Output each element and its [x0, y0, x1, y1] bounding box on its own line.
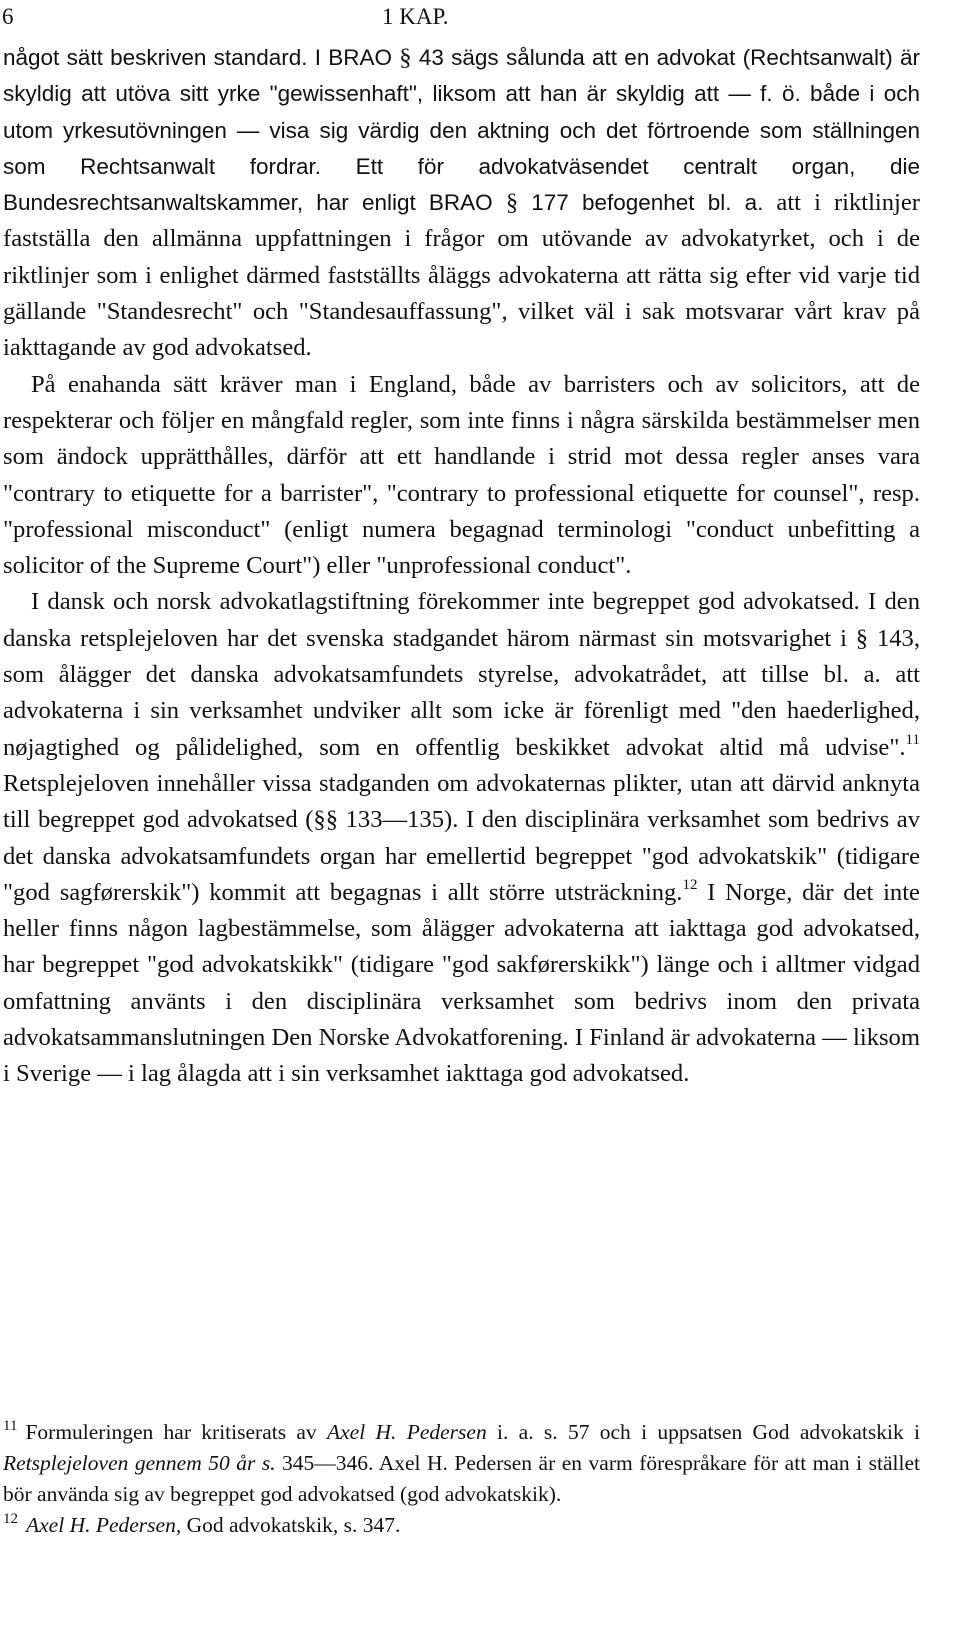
footnote-italic-author: Axel H. Pedersen — [327, 1420, 487, 1444]
footnotes — [3, 1417, 920, 1541]
footnote-number: 12 — [3, 1511, 18, 1527]
section-symbol: § — [505, 189, 519, 217]
paragraph-1 — [3, 40, 920, 367]
footnote-text: 345—346. Axel H. Pedersen är en varm förespråkare för att man i stället bör använda sig av begreppet god advokatsed (god advokatskik). — [3, 1451, 920, 1506]
paragraph-1-part-a: något sätt beskriven standard. I BRAO — [3, 45, 400, 70]
paragraph-3 — [3, 584, 920, 1092]
paragraph-3-part-c: I Norge, där det inte heller finns någon lagbestämmelse, som ålägger advokaterna att iakttaga god advokatsed, har begreppet "god advokatskikk" (tidigare "god sakførerskikk") länge och i alltmer vidgad omfattning använts i den disciplinära verksamhet som bedrivs inom den privata advokatsammanslutningen Den Norske Advokatforening. I Finland är advokaterna — liksom i Sverige — i lag ålagda att i sin verksamhet iakttaga god advokatsed. — [3, 878, 920, 1088]
footnote-number: 11 — [3, 1418, 18, 1434]
footnote-italic-title: Retsplejeloven gennem 50 år s. — [3, 1451, 276, 1475]
page-number: 6 — [2, 4, 14, 29]
body-text — [3, 40, 920, 1093]
paragraph-1-part-b: 43 sägs sålunda att en advokat (Rechtsanwalt) är skyldig att utöva sitt yrke "gewissenhaft", liksom att han är skyldig att — f. ö. både i och utom yrkesutövningen — visa sig värdig den aktning och det förtroende som ställningen som Rechtsanwalt fordrar. Ett för advokatväsendet centralt organ, die Bundesrechtsanwaltskammer, har enligt BRAO — [3, 45, 920, 216]
paragraph-1-part-d: att i riktlinjer fastställa den allmänna uppfattningen i frågor om utövande av advokatyrket, och i de riktlinjer som i enlighet därmed fastställts åläggs advokaterna att rätta sig efter vid varje tid gällande "Standesrecht" och "Standesauffassung", vilket väl i sak motsvarar vårt krav på iakttagande av god advokatsed. — [3, 189, 920, 362]
footnote-italic-author: Axel H. Pedersen, — [26, 1513, 182, 1537]
paragraph-1-part-c: 177 befogenhet bl. a. — [518, 190, 764, 216]
chapter-title: 1 KAP. — [382, 4, 449, 29]
paragraph-3-part-a: I dansk och norsk advokatlagstiftning förekommer inte begreppet god advokatsed. I den danska retsplejeloven har det svenska stadgandet härom närmast sin motsvarighet i § 143, som ålägger det danska advokatsamfundets styrelse, advokatrådet, att tillse bl. a. att advokaterna i sin verksamhet undviker allt som icke är förenligt med "den haederlighed, nøjagtighed og pålidelighed, som en offentlig beskikket advokat altid må udvise". — [3, 588, 920, 761]
footnote-text: Formuleringen har kritiserats av — [25, 1420, 327, 1444]
page-header — [0, 4, 960, 34]
footnote-11 — [3, 1417, 920, 1510]
footnote-text: i. a. s. 57 och i uppsatsen God advokatskik i — [486, 1420, 921, 1444]
footnote-reference-11[interactable]: 11 — [905, 731, 920, 748]
footnote-12 — [3, 1510, 920, 1541]
footnote-reference-12[interactable]: 12 — [682, 876, 698, 893]
paragraph-3-part-b: Retsplejeloven innehåller vissa stadganden om advokaternas plikter, utan att därvid anknyta till begreppet god advokatsed (§§ 133—135). I den disciplinära verksamhet som bedrivs av det danska advokatsamfundets organ har emellertid begreppet "god advokatskik" (tidigare "god sagførerskik") kommit att begagnas i allt större utsträckning. — [3, 769, 920, 906]
footnote-text: God advokatskik, s. 347. — [181, 1513, 401, 1537]
paragraph-2: På enahanda sätt kräver man i England, både av barristers och av solicitors, att de respekterar och följer en mångfald regler, som inte finns i några särskilda bestämmelser men som ändock upprätthålles, därför att ett handlande i strid mot dessa regler anses vara "contrary to etiquette for a barrister", "contrary to professional etiquette for counsel", resp. "professional misconduct" (enligt numera begagnad terminologi "conduct unbefitting a solicitor of the Supreme Court") eller "unprofessional conduct". — [3, 370, 920, 580]
section-symbol: § — [399, 44, 412, 71]
